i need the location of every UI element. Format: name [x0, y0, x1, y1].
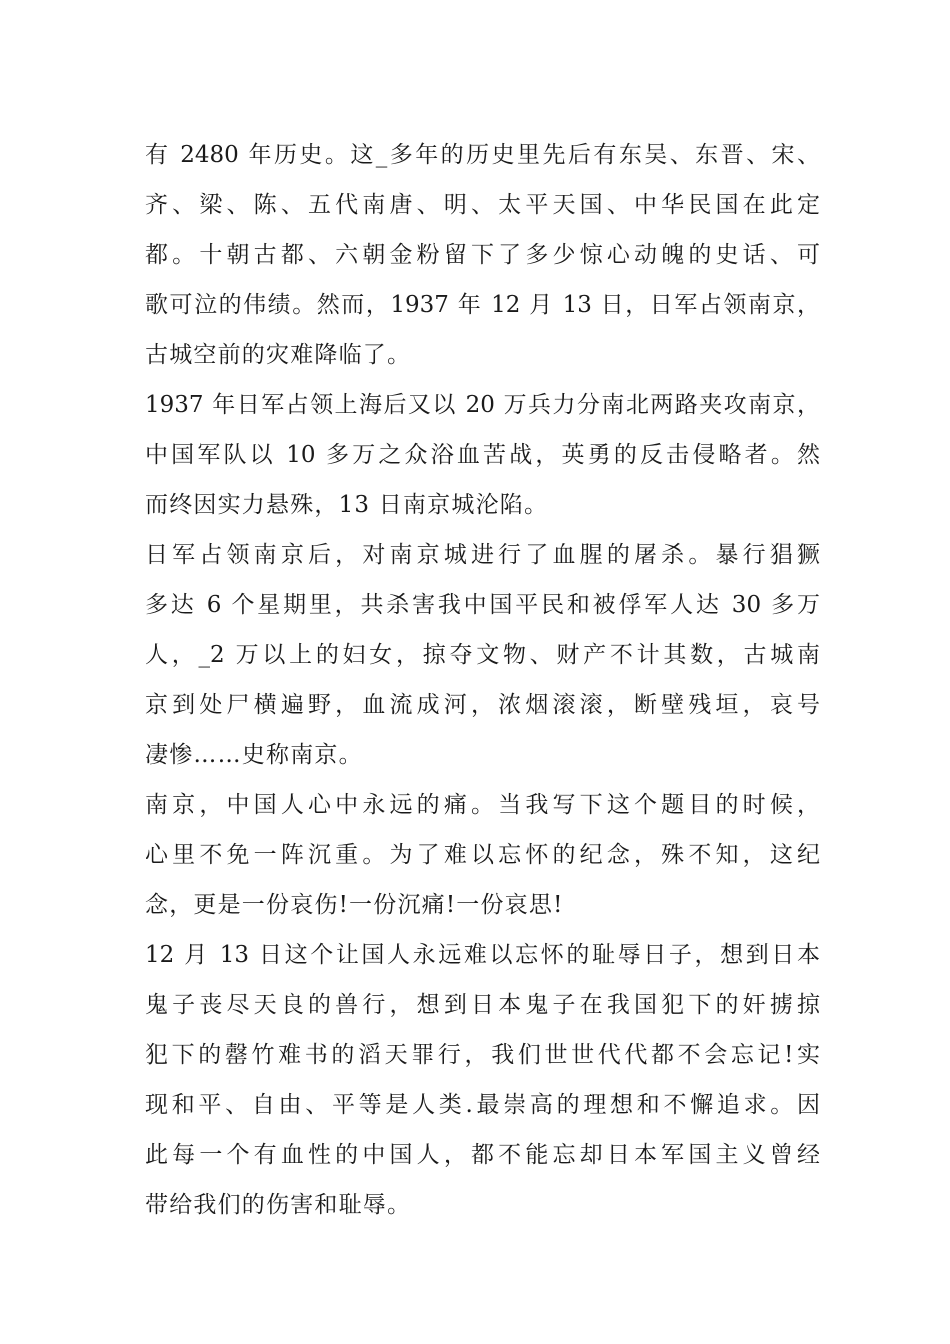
- body-text: [145, 130, 820, 1230]
- text-line: 齐、梁、陈、五代南唐、明、太平天国、中华民国在此定: [145, 192, 820, 218]
- text-line: 南京，中国人心中永远的痛。当我写下这个题目的时候，: [145, 792, 820, 818]
- text-line: 念，更是一份哀伤!一份沉痛!一份哀思!: [145, 892, 564, 918]
- text-line: 人，_2 万以上的妇女，掠夺文物、财产不计其数，古城南: [145, 642, 820, 668]
- text-line: 犯下的罄竹难书的滔天罪行，我们世世代代都不会忘记!实: [145, 1042, 820, 1068]
- text-line: 日军占领南京后，对南京城进行了血腥的屠杀。暴行猖獗: [145, 542, 820, 568]
- text-line: 而终因实力悬殊，13 日南京城沦陷。: [145, 492, 549, 518]
- text-line: 中国军队以 10 多万之众浴血苦战，英勇的反击侵略者。然: [145, 442, 820, 468]
- text-line: 都。十朝古都、六朝金粉留下了多少惊心动魄的史话、可: [145, 242, 820, 268]
- text-line: 有 2480 年历史。这_多年的历史里先后有东吴、东晋、宋、: [145, 142, 820, 168]
- text-line: 心里不免一阵沉重。为了难以忘怀的纪念，殊不知，这纪: [145, 842, 820, 868]
- text-line: 带给我们的伤害和耻辱。: [145, 1192, 412, 1218]
- text-line: 歌可泣的伟绩。然而，1937 年 12 月 13 日，日军占领南京，: [145, 292, 820, 318]
- text-line: 此每一个有血性的中国人，都不能忘却日本军国主义曾经: [145, 1142, 820, 1168]
- text-line: 现和平、自由、平等是人类.最崇高的理想和不懈追求。因: [145, 1092, 820, 1118]
- text-line: 凄惨……史称南京。: [145, 742, 363, 768]
- text-line: 多达 6 个星期里，共杀害我中国平民和被俘军人达 30 多万: [145, 592, 820, 618]
- text-line: 12 月 13 日这个让国人永远难以忘怀的耻辱日子，想到日本: [145, 942, 820, 968]
- text-line: 1937 年日军占领上海后又以 20 万兵力分南北两路夹攻南京，: [145, 392, 820, 418]
- text-line: 京到处尸横遍野，血流成河，浓烟滚滚，断壁残垣，哀号: [145, 692, 820, 718]
- text-line: 古城空前的灾难降临了。: [145, 342, 412, 368]
- text-line: 鬼子丧尽天良的兽行，想到日本鬼子在我国犯下的奸掳掠: [145, 992, 820, 1018]
